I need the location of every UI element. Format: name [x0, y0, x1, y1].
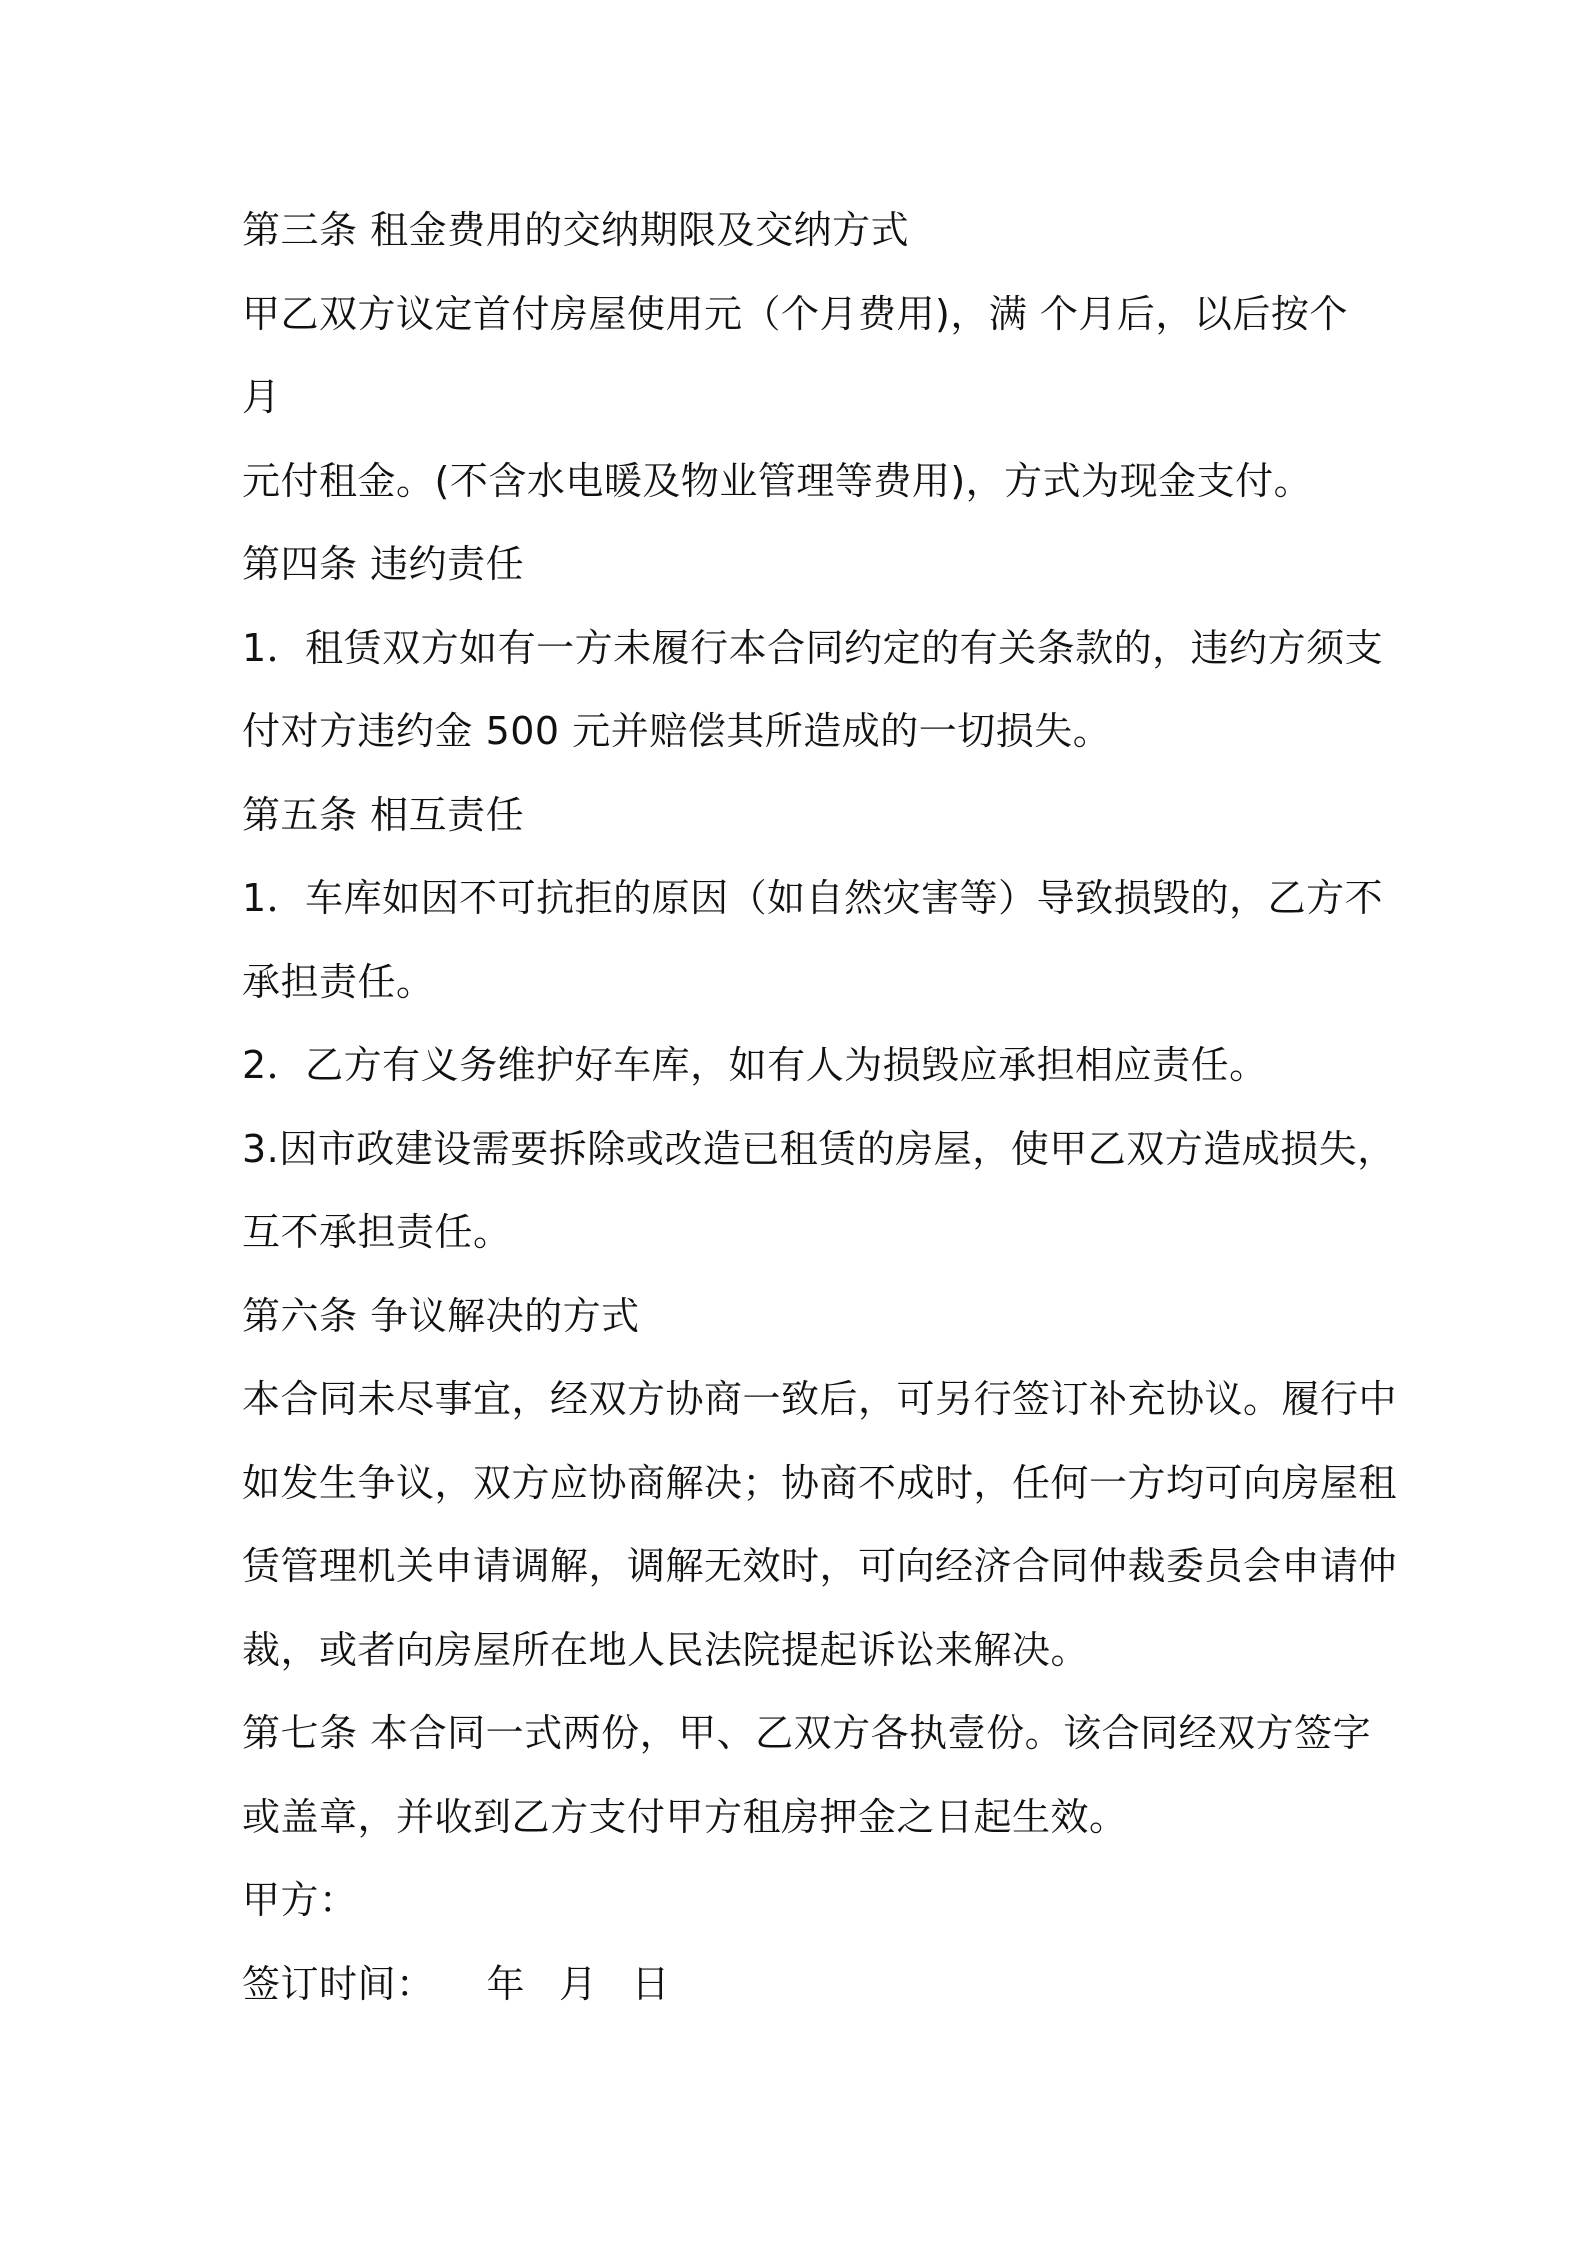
signing-date-day: 日	[631, 1962, 671, 2006]
article-3-text-line-3: 元付租金。(不含水电暖及物业管理等费用)，方式为现金支付。	[242, 459, 1313, 503]
article-5-item-3-line-2: 互不承担责任。	[242, 1210, 512, 1254]
article-5-item-3-line-1: 3.因市政建设需要拆除或改造已租赁的房屋，使甲乙双方造成损失，	[242, 1127, 1396, 1171]
article-5-item-2: 2．乙方有义务维护好车库，如有人为损毁应承担相应责任。	[242, 1043, 1268, 1087]
article-3-text-line-1: 甲乙双方议定首付房屋使用元（个月费用)，满 个月后，以后按个	[242, 292, 1348, 336]
article-6-text-line-4: 裁，或者向房屋所在地人民法院提起诉讼来解决。	[242, 1628, 1090, 1672]
article-6-heading: 第六条 争议解决的方式	[242, 1294, 640, 1338]
party-a-label: 甲方：	[242, 1878, 358, 1922]
article-6-text-line-2: 如发生争议，双方应协商解决；协商不成时，任何一方均可向房屋租	[242, 1461, 1398, 1505]
article-6-text-line-1: 本合同未尽事宜，经双方协商一致后，可另行签订补充协议。履行中	[242, 1377, 1398, 1421]
article-4-item-1-line-2: 付对方违约金 500 元并赔偿其所造成的一切损失。	[242, 709, 1112, 753]
article-7-line-2: 或盖章，并收到乙方支付甲方租房押金之日起生效。	[242, 1795, 1128, 1839]
article-5-item-1-line-2: 承担责任。	[242, 960, 435, 1004]
signing-date-month: 月	[559, 1962, 598, 2006]
article-4-heading: 第四条 违约责任	[242, 542, 525, 586]
article-4-item-1-line-1: 1．租赁双方如有一方未履行本合同约定的有关条款的，违约方须支	[242, 626, 1384, 670]
article-3-heading: 第三条 租金费用的交纳期限及交纳方式	[242, 208, 910, 252]
article-3-text-line-2: 月	[242, 375, 281, 419]
article-6-text-line-3: 赁管理机关申请调解，调解无效时，可向经济合同仲裁委员会申请仲	[242, 1544, 1398, 1588]
article-7-line-1: 第七条 本合同一式两份，甲、乙双方各执壹份。该合同经双方签字	[242, 1711, 1372, 1755]
article-5-heading: 第五条 相互责任	[242, 793, 525, 837]
signing-date-label: 签订时间：	[242, 1962, 435, 2006]
signing-date-year: 年	[486, 1962, 526, 2006]
signing-date	[242, 1959, 670, 2009]
article-5-item-1-line-1: 1．车库如因不可抗拒的原因（如自然灾害等）导致损毁的，乙方不	[242, 876, 1384, 920]
